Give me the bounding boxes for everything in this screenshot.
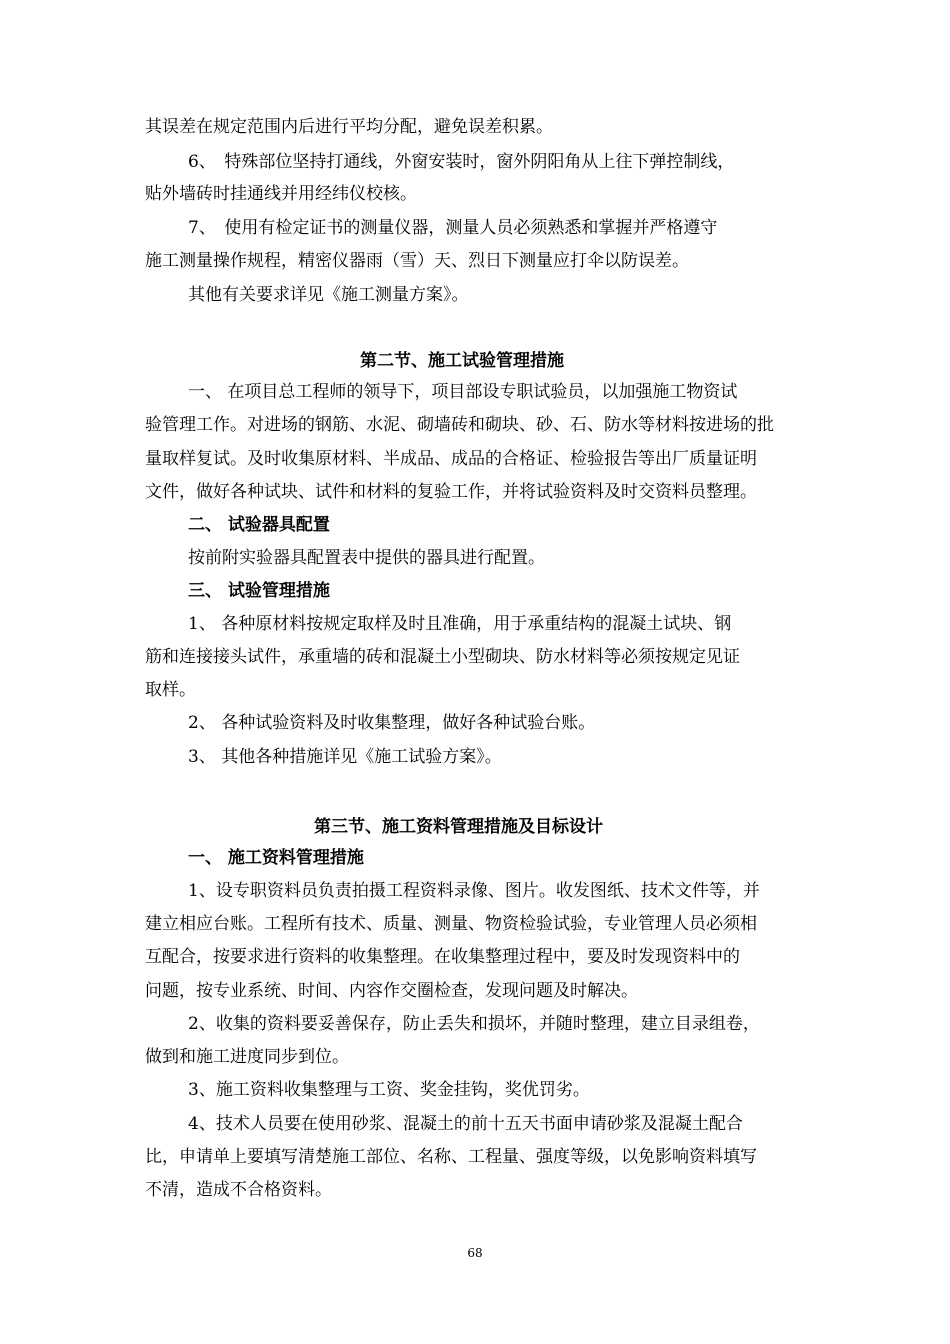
subsection-heading: 一、 施工资料管理措施 [188, 848, 364, 868]
section-heading: 第二节、施工试验管理措施 [360, 351, 564, 371]
body-text-line: 取样。 [145, 680, 196, 700]
body-text-line: 做到和施工进度同步到位。 [145, 1047, 349, 1067]
body-text-line: 一、 在项目总工程师的领导下，项目部设专职试验员，以加强施工物资试 [188, 382, 738, 402]
body-text-line: 贴外墙砖时挂通线并用经纬仪校核。 [145, 184, 417, 204]
body-text-line: 问题，按专业系统、时间、内容作交圈检查，发现问题及时解决。 [145, 981, 638, 1001]
body-text-line: 建立相应台账。工程所有技术、质量、测量、物资检验试验，专业管理人员必须相 [145, 914, 757, 934]
body-text-line: 其他有关要求详见《施工测量方案》。 [188, 285, 469, 305]
body-text-line: 4、技术人员要在使用砂浆、混凝土的前十五天书面申请砂浆及混凝土配合 [188, 1114, 743, 1134]
body-text-line: 量取样复试。及时收集原材料、半成品、成品的合格证、检验报告等出厂质量证明 [145, 449, 757, 469]
body-text-line: 互配合，按要求进行资料的收集整理。在收集整理过程中，要及时发现资料中的 [145, 947, 740, 967]
body-text-line: 施工测量操作规程，精密仪器雨（雪）天、烈日下测量应打伞以防误差。 [145, 251, 689, 271]
body-text-line: 验管理工作。对进场的钢筋、水泥、砌墙砖和砌块、砂、石、防水等材料按进场的批 [145, 415, 774, 435]
subsection-heading: 三、 试验管理措施 [188, 581, 330, 601]
body-text-line: 文件，做好各种试块、试件和材料的复验工作，并将试验资料及时交资料员整理。 [145, 482, 757, 502]
body-text-line: 1、 各种原材料按规定取样及时且准确，用于承重结构的混凝土试块、钢 [188, 614, 732, 634]
body-text-line: 其误差在规定范围内后进行平均分配，避免误差积累。 [145, 117, 553, 137]
body-text-line: 比，申请单上要填写清楚施工部位、名称、工程量、强度等级，以免影响资料填写 [145, 1147, 757, 1167]
body-text-line: 不清，造成不合格资料。 [145, 1180, 332, 1200]
page-number: 68 [467, 1246, 483, 1260]
body-text-line: 2、收集的资料要妥善保存，防止丢失和损坏，并随时整理，建立目录组卷， [188, 1014, 760, 1034]
body-text-line: 按前附实验器具配置表中提供的器具进行配置。 [188, 548, 545, 568]
body-text-line: 3、施工资料收集整理与工资、奖金挂钩，奖优罚劣。 [188, 1080, 590, 1100]
subsection-heading: 二、 试验器具配置 [188, 515, 330, 535]
body-text-line: 7、 使用有检定证书的测量仪器，测量人员必须熟悉和掌握并严格遵守 [188, 218, 718, 238]
body-text-line: 2、 各种试验资料及时收集整理，做好各种试验台账。 [188, 713, 596, 733]
body-text-line: 3、 其他各种措施详见《施工试验方案》。 [188, 747, 502, 767]
section-heading: 第三节、施工资料管理措施及目标设计 [314, 817, 603, 837]
body-text-line: 1、设专职资料员负责拍摄工程资料录像、图片。收发图纸、技术文件等，并 [188, 881, 760, 901]
body-text-line: 筋和连接接头试件，承重墙的砖和混凝土小型砌块、防水材料等必须按规定见证 [145, 647, 740, 667]
body-text-line: 6、 特殊部位坚持打通线，外窗安装时，窗外阴阳角从上往下弹控制线， [188, 152, 735, 172]
